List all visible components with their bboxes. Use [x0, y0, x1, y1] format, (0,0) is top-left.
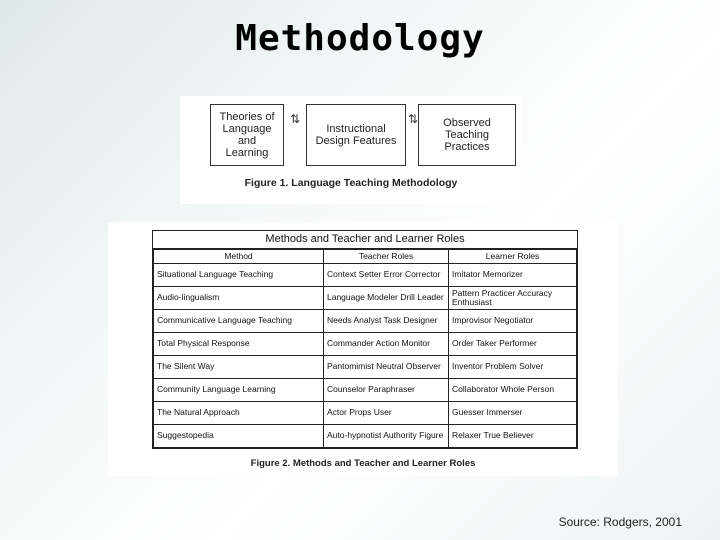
- roles-grid: [153, 249, 577, 448]
- learner-role-cell: Improvisor Negotiator: [449, 310, 577, 333]
- source-citation: Source: Rodgers, 2001: [558, 515, 682, 529]
- learner-role-cell: Guesser Immerser: [449, 402, 577, 425]
- teacher-role-cell: Commander Action Monitor: [324, 333, 449, 356]
- method-cell: The Silent Way: [154, 356, 324, 379]
- learner-role-cell: Imitator Memorizer: [449, 264, 577, 287]
- learner-role-cell: Inventor Problem Solver: [449, 356, 577, 379]
- teacher-role-cell: Counselor Paraphraser: [324, 379, 449, 402]
- learner-role-cell: Order Taker Performer: [449, 333, 577, 356]
- table-row: [154, 264, 577, 287]
- figure-2: [108, 222, 618, 476]
- method-cell: Total Physical Response: [154, 333, 324, 356]
- table-header-row: [154, 250, 577, 264]
- figure-1: [180, 96, 522, 204]
- box-theories: Theories of Language and Learning: [210, 104, 284, 166]
- teacher-role-cell: Actor Props User: [324, 402, 449, 425]
- header-method: Method: [154, 250, 324, 264]
- table-row: [154, 287, 577, 310]
- learner-role-cell: Pattern Practicer Accuracy Enthusiast: [449, 287, 577, 310]
- table-row: [154, 333, 577, 356]
- slide-title: Methodology: [235, 18, 485, 59]
- table-title: Methods and Teacher and Learner Roles: [153, 231, 577, 249]
- method-cell: Suggestopedia: [154, 425, 324, 448]
- table-row: [154, 356, 577, 379]
- table-row: [154, 425, 577, 448]
- method-cell: Community Language Learning: [154, 379, 324, 402]
- figure-2-caption: Figure 2. Methods and Teacher and Learner Roles: [250, 458, 476, 469]
- box-observed-practices: Observed Teaching Practices: [418, 104, 516, 166]
- learner-role-cell: Collaborator Whole Person: [449, 379, 577, 402]
- teacher-role-cell: Pantomimist Neutral Observer: [324, 356, 449, 379]
- teacher-role-cell: Language Modeler Drill Leader: [324, 287, 449, 310]
- bidirectional-arrow-icon: ⇅: [290, 112, 301, 126]
- table-row: [154, 310, 577, 333]
- teacher-role-cell: Context Setter Error Corrector: [324, 264, 449, 287]
- table-row: [154, 402, 577, 425]
- roles-table: [152, 230, 578, 449]
- learner-role-cell: Relaxer True Believer: [449, 425, 577, 448]
- box-instructional-design: Instructional Design Features: [306, 104, 406, 166]
- table-row: [154, 379, 577, 402]
- header-learner-roles: Learner Roles: [449, 250, 577, 264]
- figure-1-caption: Figure 1. Language Teaching Methodology: [244, 177, 458, 189]
- method-cell: Situational Language Teaching: [154, 264, 324, 287]
- method-cell: Communicative Language Teaching: [154, 310, 324, 333]
- bidirectional-arrow-icon: ⇅: [408, 112, 419, 126]
- method-cell: Audio-lingualism: [154, 287, 324, 310]
- teacher-role-cell: Needs Analyst Task Designer: [324, 310, 449, 333]
- method-cell: The Natural Approach: [154, 402, 324, 425]
- teacher-role-cell: Auto-hypnotist Authority Figure: [324, 425, 449, 448]
- header-teacher-roles: Teacher Roles: [324, 250, 449, 264]
